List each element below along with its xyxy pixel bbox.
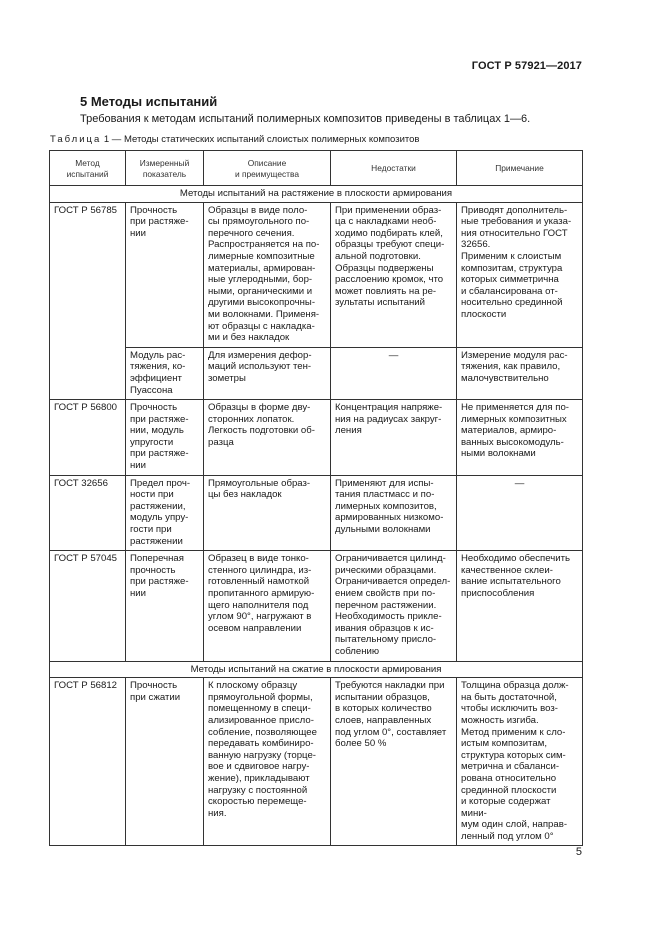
section-title: 5 Методы испытаний: [80, 94, 218, 109]
cell-note: Необходимо обеспечить качественное склеи- вание испытательного приспособления: [457, 551, 583, 661]
cell-method: ГОСТ Р 56800: [50, 400, 126, 476]
table-row: [50, 678, 583, 846]
cell-method: ГОСТ Р 56785: [50, 202, 126, 400]
cell-note: Не применяется для по- лимерных композитных материалов, армиро- ванных высокомодуль- ными волокнами: [457, 400, 583, 476]
cell-description: Прямоугольные образ- цы без накладок: [204, 475, 331, 551]
table-caption: [50, 134, 419, 145]
cell-description: Образец в виде тонко- стенного цилиндра, из- готовленный намоткой пропитанного армирую- щего наполнителя под углом 90°, нагружают в осевом направлении: [204, 551, 331, 661]
group-title-compression: Методы испытаний на сжатие в плоскости армирования: [50, 661, 583, 678]
cell-method: ГОСТ 32656: [50, 475, 126, 551]
cell-method: ГОСТ Р 57045: [50, 551, 126, 661]
table-row: [50, 347, 583, 399]
cell-note: Измерение модуля рас- тяжения, как правило, малочувствительно: [457, 347, 583, 399]
table-row: [50, 551, 583, 661]
group-row-tension: [50, 186, 583, 203]
header-method: Метод испытаний: [50, 151, 126, 186]
cell-description: Образцы в виде поло- сы прямоугольного по- перечного сечения. Распространяется на по- лимерные композитные материалы, армирован- ные углеродными, бор- ными, органическими и другими высокопрочны- ми волокнами. Применя- ют образцы с накладка- ми и без накладок: [204, 202, 331, 347]
test-methods-table: [49, 150, 583, 846]
cell-parameter: Поперечная прочность при растяже- нии: [126, 551, 204, 661]
cell-parameter: Предел проч- ности при растяжении, модуль упру- гости при растяжении: [126, 475, 204, 551]
cell-drawbacks: Ограничивается цилинд- рическими образцами. Ограничивается определ- ением свойств при по- перечном растяжении. Необходимость прикле- ивания образцов к ис- пытательному присло- соблению: [331, 551, 457, 661]
cell-parameter: Прочность при растяже- нии: [126, 202, 204, 347]
cell-drawbacks: Концентрация напряже- ния на радиусах закруг- ления: [331, 400, 457, 476]
cell-note: Приводят дополнитель- ные требования и указа- ния относительно ГОСТ 32656. Применим к слоистым композитам, структура которых симметрична и сбалансирована от- носительно срединной плоскости: [457, 202, 583, 347]
header-description: Описание и преимущества: [204, 151, 331, 186]
table-row: [50, 202, 583, 347]
cell-drawbacks: Применяют для испы- тания пластмасс и по- лимерных композитов, армированных низкомо- дульными волокнами: [331, 475, 457, 551]
table-header-row: [50, 151, 583, 186]
cell-method: ГОСТ Р 56812: [50, 678, 126, 846]
cell-description: Образцы в форме дву- сторонних лопаток. Легкость подготовки об- разца: [204, 400, 331, 476]
group-title-tension: Методы испытаний на растяжение в плоскости армирования: [50, 186, 583, 203]
section-intro: Требования к методам испытаний полимерных композитов приведены в таблицах 1—6.: [80, 113, 531, 125]
header-parameter: Измеренный показатель: [126, 151, 204, 186]
cell-description: К плоскому образцу прямоугольной формы, помещенному в специ- ализированное присло- собление, позволяющее передавать комбиниро- ванную нагрузку (торце- вое и сдвиговое нагру- жение), прикладывают нагрузку с постоянной скоростью перемеще- ния.: [204, 678, 331, 846]
header-drawbacks: Недостатки: [331, 151, 457, 186]
table-row: [50, 475, 583, 551]
header-note: Примечание: [457, 151, 583, 186]
cell-drawbacks: —: [331, 347, 457, 399]
cell-note: —: [457, 475, 583, 551]
cell-parameter: Прочность при растяже- нии, модуль упругости при растяже- нии: [126, 400, 204, 476]
table-caption-text: 1 — Методы статических испытаний слоистых полимерных композитов: [101, 134, 420, 145]
cell-description: Для измерения дефор- маций используют тен- зометры: [204, 347, 331, 399]
cell-drawbacks: Требуются накладки при испытании образцов, в которых количество слоев, направленных под углом 0°, составляет более 50 %: [331, 678, 457, 846]
cell-note: Толщина образца долж- на быть достаточной, чтобы исключить воз- можность изгиба. Метод применим к сло- истым композитам, структура которых сим- метрична и сбаланси- рована относительно срединной плоскости и которые содержат мини- мум один слой, направ- ленный под углом 0°: [457, 678, 583, 846]
table-caption-label: Таблица: [50, 134, 102, 145]
standard-header: ГОСТ Р 57921—2017: [471, 60, 582, 72]
cell-drawbacks: При применении образ- ца с накладками необ- ходимо подбирать клей, образцы требуют специ- альной подготовки. Образцы подвержены расслоению кромок, что может повлиять на ре- зультаты испытаний: [331, 202, 457, 347]
cell-parameter: Модуль рас- тяжения, ко- эффициент Пуассона: [126, 347, 204, 399]
page-number: 5: [575, 846, 582, 858]
cell-parameter: Прочность при сжатии: [126, 678, 204, 846]
group-row-compression: [50, 661, 583, 678]
table-row: [50, 400, 583, 476]
